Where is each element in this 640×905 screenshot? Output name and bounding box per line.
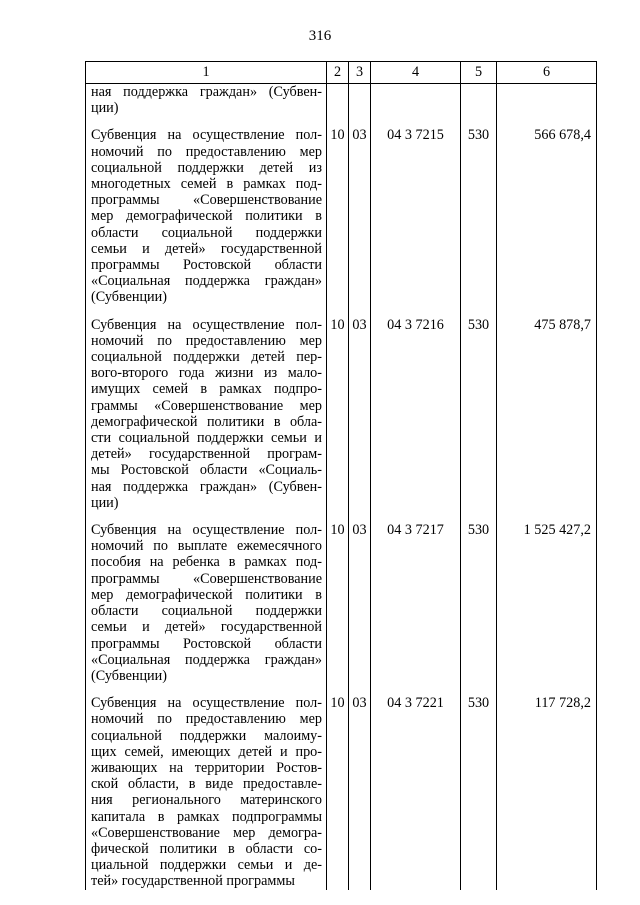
row-section-value: 10 (330, 316, 345, 333)
description-line: мы Ростовской области «Социаль- (91, 462, 322, 479)
row-amount (497, 127, 597, 316)
description-line: Субвенция на осуществление пол- (91, 127, 322, 144)
row-amount-value: 475 878,7 (534, 316, 591, 333)
description-line: ная поддержка граждан» (Субвен- (91, 478, 322, 495)
description-line: номочий по предоставлению мер (91, 711, 322, 728)
row-amount (497, 84, 597, 128)
row-amount (497, 317, 597, 522)
row-subsection (349, 695, 371, 889)
description-line: программы «Совершенствование (91, 570, 322, 587)
description-line: программы Ростовской области (91, 635, 322, 652)
description-line: области социальной поддержки (91, 603, 322, 620)
row-subsection-value: 03 (352, 127, 367, 144)
row-subsection (349, 317, 371, 522)
row-description (86, 84, 327, 128)
description-line: социальной поддержки детей из (91, 159, 322, 176)
row-target-code-value: 04 3 7216 (387, 316, 444, 333)
table-row (86, 695, 597, 889)
row-target-code-value: 04 3 7215 (387, 127, 444, 144)
description-line: «Социальная поддержка граждан» (91, 651, 322, 668)
header-col-1: 1 (86, 62, 327, 84)
row-section-value: 10 (330, 127, 345, 144)
row-description (86, 522, 327, 695)
description-line: имущих семей в рамках подпро- (91, 381, 322, 398)
table-row (86, 84, 597, 128)
description-line: номочий по предоставлению мер (91, 143, 322, 160)
description-line: (Субвенции) (91, 667, 167, 684)
row-target-code (371, 522, 461, 695)
description-line: номочий по предоставлению мер (91, 332, 322, 349)
description-line: фической политики в области со- (91, 840, 322, 857)
row-section-value: 10 (330, 522, 345, 539)
row-subsection (349, 522, 371, 695)
description-line: программы Ростовской области (91, 257, 322, 274)
row-expense-type-value: 530 (467, 695, 490, 712)
description-line: Субвенция на осуществление пол- (91, 695, 322, 712)
row-section (327, 695, 349, 889)
description-line: области социальной поддержки (91, 224, 322, 241)
description-line: Субвенция на осуществление пол- (91, 316, 322, 333)
table-body (86, 84, 597, 890)
description-line: номочий по выплате ежемесячного (91, 538, 322, 555)
row-expense-type-value: 530 (467, 127, 490, 144)
row-amount-value: 566 678,4 (534, 127, 591, 144)
row-expense-type (461, 695, 497, 889)
description-line: ния регионального материнского (91, 792, 322, 809)
description-line: семьи и детей» государственной (91, 619, 322, 636)
row-amount-value: 1 525 427,2 (523, 522, 591, 539)
description-line: «Социальная поддержка граждан» (91, 273, 322, 290)
description-line: (Субвенции) (91, 289, 167, 306)
description-line: программы «Совершенствование (91, 192, 322, 209)
row-target-code (371, 84, 461, 128)
row-expense-type (461, 522, 497, 695)
description-line: циальной поддержки семьи и де- (91, 857, 322, 874)
table-row (86, 317, 597, 522)
row-amount (497, 522, 597, 695)
description-line: детей» государственной програм- (91, 446, 322, 463)
budget-table (85, 61, 597, 890)
row-amount (497, 695, 597, 889)
row-target-code-value: 04 3 7221 (387, 695, 444, 712)
row-section (327, 522, 349, 695)
row-description (86, 695, 327, 889)
description-line: ции) (91, 100, 119, 117)
description-line: сти социальной поддержки семьи и (91, 430, 322, 447)
header-col-2: 2 (327, 62, 349, 84)
table-row (86, 522, 597, 695)
row-target-code (371, 317, 461, 522)
table-header-row (86, 62, 597, 84)
row-amount-value: 117 728,2 (534, 695, 591, 712)
row-subsection-value: 03 (352, 316, 367, 333)
description-line: живающих на территории Ростов- (91, 759, 322, 776)
description-line: многодетных семей в рамках под- (91, 176, 322, 193)
row-section (327, 317, 349, 522)
row-expense-type-value: 530 (467, 316, 490, 333)
description-line: ная поддержка граждан» (Субвен- (91, 84, 322, 100)
description-line: мер демографической политики в (91, 586, 322, 603)
description-line: тей» государственной программы (91, 873, 295, 890)
header-col-5: 5 (461, 62, 497, 84)
description-line: демографической политики в обла- (91, 413, 322, 430)
table-row (86, 127, 597, 316)
header-col-4: 4 (371, 62, 461, 84)
row-target-code (371, 127, 461, 316)
row-expense-type (461, 317, 497, 522)
row-description (86, 317, 327, 522)
description-line: пособия на ребенка в рамках под- (91, 554, 322, 571)
description-line: Субвенция на осуществление пол- (91, 522, 322, 539)
row-section (327, 84, 349, 128)
row-subsection-value: 03 (352, 695, 367, 712)
row-subsection (349, 84, 371, 128)
description-line: щих семей, имеющих детей и про- (91, 743, 322, 760)
page-number: 316 (308, 28, 332, 44)
row-target-code (371, 695, 461, 889)
row-section-value: 10 (330, 695, 345, 712)
row-subsection (349, 127, 371, 316)
description-line: вого-второго года жизни из мало- (91, 365, 322, 382)
row-expense-type (461, 127, 497, 316)
description-line: «Совершенствование мер демогра- (91, 824, 322, 841)
description-line: ской области, в виде предоставле- (91, 776, 322, 793)
row-subsection-value: 03 (352, 522, 367, 539)
header-col-6: 6 (497, 62, 597, 84)
row-expense-type (461, 84, 497, 128)
description-line: граммы «Совершенствование мер (91, 397, 322, 414)
description-line: капитала в рамках подпрограммы (91, 808, 322, 825)
row-target-code-value: 04 3 7217 (387, 522, 444, 539)
description-line: социальной поддержки малоиму- (91, 727, 322, 744)
row-expense-type-value: 530 (467, 522, 490, 539)
header-col-3: 3 (349, 62, 371, 84)
row-description (86, 127, 327, 316)
description-line: социальной поддержки детей пер- (91, 349, 322, 366)
description-line: ции) (91, 494, 119, 511)
description-line: семьи и детей» государственной (91, 240, 322, 257)
row-section (327, 127, 349, 316)
description-line: мер демографической политики в (91, 208, 322, 225)
